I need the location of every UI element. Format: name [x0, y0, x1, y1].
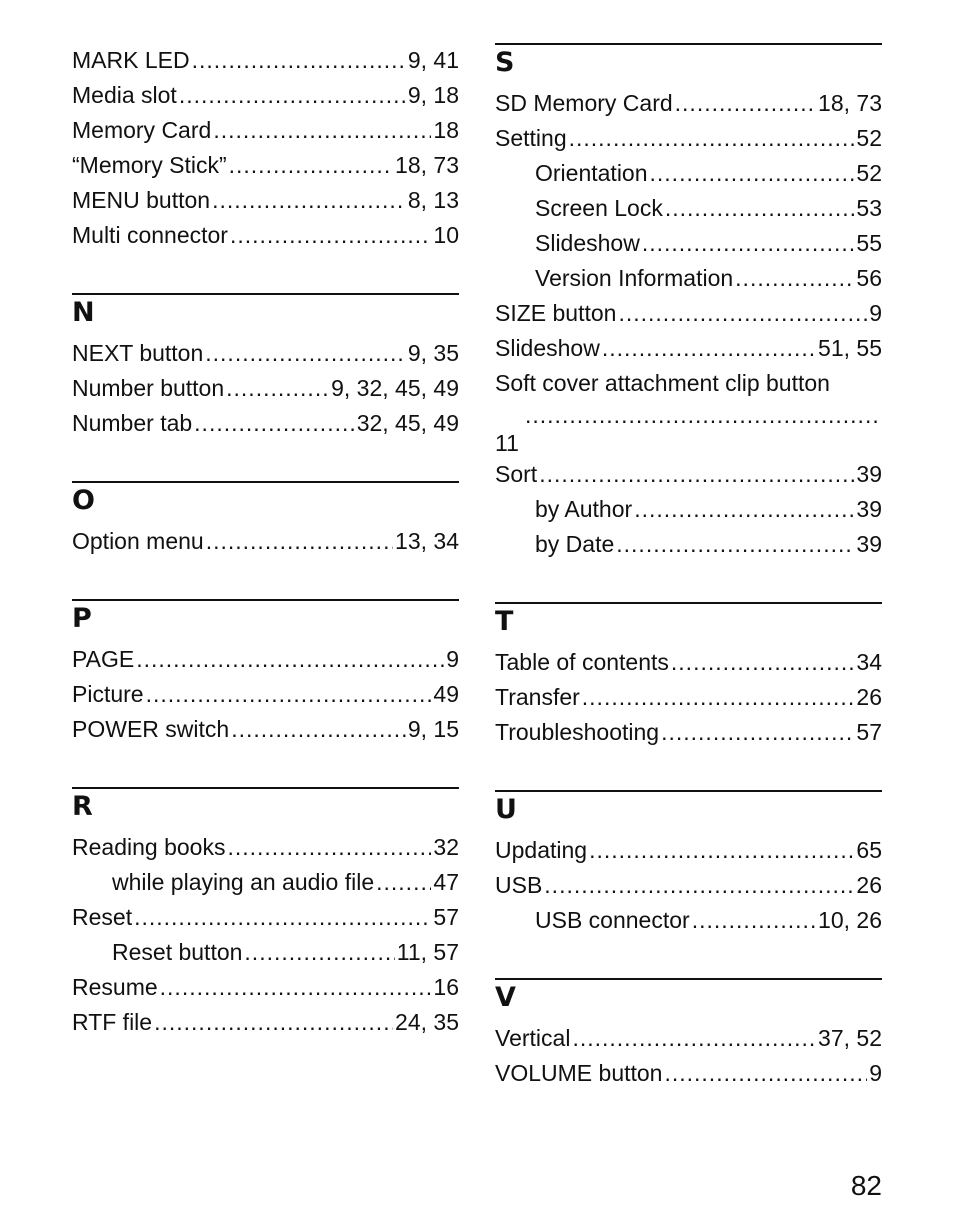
entry-term: Setting — [495, 125, 567, 151]
dot-leader — [497, 401, 880, 429]
entry-term: by Date — [535, 531, 615, 557]
index-entry — [72, 677, 459, 712]
entry-pages: 18 — [433, 117, 459, 143]
section-letter: U — [495, 794, 517, 825]
entry-term: RTF file — [72, 1009, 153, 1035]
entry-term: Memory Card — [72, 117, 212, 143]
index-entry-list — [72, 43, 459, 253]
dot-leader — [194, 406, 355, 441]
index-entry — [72, 900, 459, 935]
dot-leader — [664, 1056, 867, 1091]
dot-leader — [650, 156, 855, 191]
entry-term: SIZE button — [495, 300, 617, 326]
entry-term: MARK LED — [72, 47, 190, 73]
index-subentry — [495, 191, 882, 226]
index-entry — [72, 78, 459, 113]
dot-leader — [582, 680, 855, 715]
entry-pages: 10 — [433, 222, 459, 248]
entry-term: NEXT button — [72, 340, 204, 366]
index-subentry — [495, 156, 882, 191]
section-letter: T — [495, 606, 514, 637]
index-section-t — [495, 602, 882, 750]
entry-term: Slideshow — [495, 335, 600, 361]
entry-pages: 52 — [856, 160, 882, 186]
index-entry — [72, 1005, 459, 1040]
index-entry — [72, 218, 459, 253]
index-entry-list — [72, 336, 459, 441]
dot-leader — [244, 935, 394, 970]
entry-pages: 34 — [856, 649, 882, 675]
entry-term: MENU button — [72, 187, 211, 213]
entry-pages: 9, 35 — [407, 340, 459, 366]
dot-leader — [618, 296, 867, 331]
section-divider — [72, 481, 459, 483]
index-entry — [72, 524, 459, 559]
entry-pages: 9, 15 — [407, 716, 459, 742]
section-divider — [495, 43, 882, 45]
index-entry — [495, 680, 882, 715]
index-subentry — [495, 261, 882, 296]
entry-pages: 32, 45, 49 — [356, 410, 459, 436]
index-entry — [495, 715, 882, 750]
entry-pages: 26 — [856, 684, 882, 710]
dot-leader — [229, 148, 393, 183]
dot-leader — [589, 833, 854, 868]
index-column-right — [495, 43, 882, 1091]
entry-pages: 56 — [856, 265, 882, 291]
index-entry — [495, 366, 882, 457]
index-entry-list — [495, 833, 882, 938]
entry-pages: 9 — [446, 646, 459, 672]
entry-term: Screen Lock — [535, 195, 663, 221]
entry-term: “Memory Stick” — [72, 152, 227, 178]
index-entry-list — [495, 1021, 882, 1091]
section-divider — [72, 787, 459, 789]
entry-term: Transfer — [495, 684, 580, 710]
entry-pages: 16 — [433, 974, 459, 1000]
section-letter: O — [72, 485, 95, 516]
entry-pages: 9, 41 — [407, 47, 459, 73]
section-letter: R — [72, 791, 93, 822]
entry-term: Reset — [72, 904, 133, 930]
index-entry-list — [72, 642, 459, 747]
index-entry-list — [72, 830, 459, 1040]
entry-pages: 24, 35 — [395, 1009, 459, 1035]
index-entry-list — [72, 524, 459, 559]
entry-term: while playing an audio file — [112, 869, 375, 895]
index-entry — [495, 296, 882, 331]
index-subentry — [72, 865, 459, 900]
dot-leader — [692, 903, 816, 938]
index-section-p — [72, 599, 459, 747]
entry-term: Multi connector — [72, 222, 228, 248]
index-entry — [72, 113, 459, 148]
index-entry — [72, 183, 459, 218]
dot-leader — [134, 900, 431, 935]
index-subentry — [72, 935, 459, 970]
dot-leader — [146, 677, 432, 712]
entry-pages: 9 — [869, 1060, 882, 1086]
index-entry — [495, 457, 882, 492]
entry-pages: 9, 32, 45, 49 — [331, 375, 459, 401]
section-letter: V — [495, 982, 516, 1013]
entry-pages: 18, 73 — [395, 152, 459, 178]
section-divider — [72, 599, 459, 601]
dot-leader — [226, 371, 329, 406]
dot-leader — [544, 868, 854, 903]
entry-pages: 47 — [433, 869, 459, 895]
entry-pages: 18, 73 — [818, 90, 882, 116]
dot-leader — [212, 183, 406, 218]
index-entry-list — [495, 645, 882, 750]
entry-term: Troubleshooting — [495, 719, 660, 745]
entry-term: Updating — [495, 837, 588, 863]
section-divider — [495, 602, 882, 604]
dot-leader — [192, 43, 406, 78]
section-divider — [72, 293, 459, 295]
entry-pages: 32 — [433, 834, 459, 860]
index-entry — [495, 868, 882, 903]
index-entry — [72, 830, 459, 865]
section-letter: P — [72, 603, 92, 634]
entry-pages: 9, 18 — [407, 82, 459, 108]
entry-term: Number tab — [72, 410, 193, 436]
page-number: 82 — [850, 1170, 882, 1201]
entry-pages: 37, 52 — [818, 1025, 882, 1051]
entry-term: Version Information — [535, 265, 734, 291]
index-subentry — [495, 903, 882, 938]
dot-leader — [572, 1021, 816, 1056]
entry-pages: 55 — [856, 230, 882, 256]
dot-leader — [665, 191, 855, 226]
dot-leader — [230, 218, 431, 253]
dot-leader — [735, 261, 854, 296]
index-entry — [72, 642, 459, 677]
entry-term: Media slot — [72, 82, 177, 108]
dot-leader — [154, 1005, 393, 1040]
index-entry — [495, 645, 882, 680]
index-entry — [72, 43, 459, 78]
entry-term: Number button — [72, 375, 225, 401]
index-entry — [495, 833, 882, 868]
entry-term: Sort — [495, 461, 538, 487]
index-column-left — [72, 43, 459, 1040]
dot-leader — [569, 121, 855, 156]
index-entry — [495, 1021, 882, 1056]
entry-term: USB — [495, 872, 543, 898]
index-section-o — [72, 481, 459, 559]
index-entry — [72, 970, 459, 1005]
index-subentry — [495, 527, 882, 562]
entry-pages: 51, 55 — [818, 335, 882, 361]
entry-term: Soft cover attachment clip button — [495, 370, 830, 396]
entry-term: POWER switch — [72, 716, 230, 742]
index-entry — [72, 712, 459, 747]
entry-pages: 11 — [495, 430, 519, 456]
entry-pages: 9 — [869, 300, 882, 326]
index-section-v — [495, 978, 882, 1091]
index-entry — [495, 86, 882, 121]
entry-term: Orientation — [535, 160, 648, 186]
section-letter: N — [72, 297, 95, 328]
dot-leader — [213, 113, 431, 148]
entry-term: VOLUME button — [495, 1060, 663, 1086]
index-entry-list — [495, 86, 882, 562]
index-entry — [495, 1056, 882, 1091]
section-letter: S — [495, 47, 515, 78]
dot-leader — [179, 78, 406, 113]
index-section-n — [72, 293, 459, 441]
dot-leader — [642, 226, 855, 261]
entry-term: Slideshow — [535, 230, 640, 256]
section-divider — [495, 790, 882, 792]
entry-pages: 57 — [433, 904, 459, 930]
entry-pages: 65 — [856, 837, 882, 863]
dot-leader — [675, 86, 816, 121]
entry-term: Option menu — [72, 528, 204, 554]
index-section-continued — [72, 43, 459, 253]
dot-leader — [539, 457, 854, 492]
dot-leader — [376, 865, 431, 900]
dot-leader — [205, 336, 406, 371]
dot-leader — [661, 715, 854, 750]
entry-pages: 8, 13 — [407, 187, 459, 213]
index-entry — [495, 331, 882, 366]
index-entry — [72, 336, 459, 371]
dot-leader — [671, 645, 855, 680]
entry-pages: 10, 26 — [818, 907, 882, 933]
entry-pages: 13, 34 — [395, 528, 459, 554]
entry-pages: 52 — [856, 125, 882, 151]
entry-term: Reading books — [72, 834, 226, 860]
index-entry — [72, 406, 459, 441]
dot-leader — [227, 830, 431, 865]
dot-leader — [160, 970, 432, 1005]
entry-pages: 26 — [856, 872, 882, 898]
entry-pages: 39 — [856, 496, 882, 522]
dot-leader — [634, 492, 854, 527]
dot-leader — [616, 527, 854, 562]
entry-term: Picture — [72, 681, 144, 707]
dot-leader — [206, 524, 393, 559]
entry-term: Table of contents — [495, 649, 669, 675]
dot-leader — [602, 331, 816, 366]
entry-term: Vertical — [495, 1025, 571, 1051]
index-entry — [72, 148, 459, 183]
index-entry — [72, 371, 459, 406]
entry-pages: 39 — [856, 531, 882, 557]
index-section-s — [495, 43, 882, 562]
index-section-r — [72, 787, 459, 1040]
index-subentry — [495, 492, 882, 527]
entry-term: USB connector — [535, 907, 690, 933]
dot-leader — [231, 712, 406, 747]
entry-term: Reset button — [112, 939, 243, 965]
entry-term: SD Memory Card — [495, 90, 673, 116]
entry-pages: 53 — [856, 195, 882, 221]
entry-pages: 49 — [433, 681, 459, 707]
entry-pages: 39 — [856, 461, 882, 487]
index-entry — [495, 121, 882, 156]
index-section-u — [495, 790, 882, 938]
entry-term: by Author — [535, 496, 633, 522]
entry-term: Resume — [72, 974, 158, 1000]
entry-term: PAGE — [72, 646, 135, 672]
section-divider — [495, 978, 882, 980]
dot-leader — [136, 642, 444, 677]
entry-pages: 57 — [856, 719, 882, 745]
index-subentry — [495, 226, 882, 261]
entry-pages: 11, 57 — [396, 939, 459, 965]
